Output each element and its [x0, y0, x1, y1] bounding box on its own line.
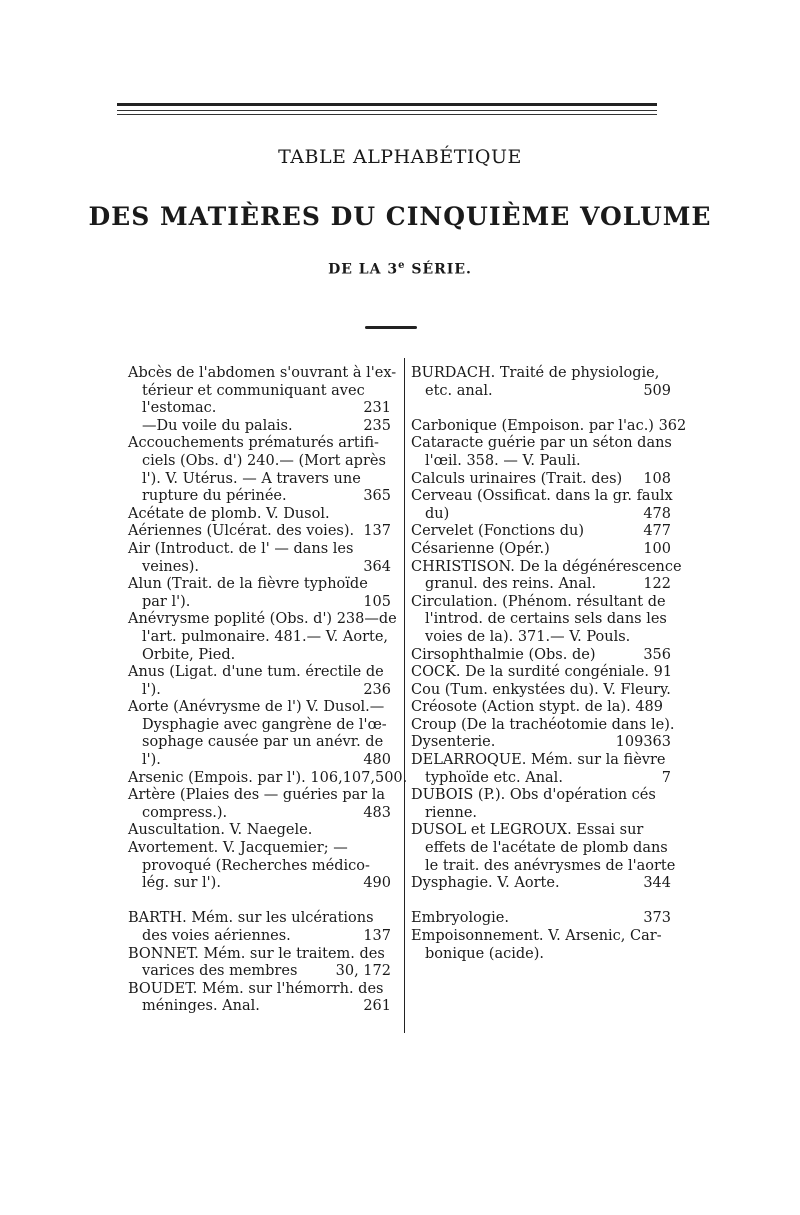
- index-text: Orbite, Pied.: [142, 646, 236, 663]
- index-text: veines).: [142, 558, 200, 575]
- index-text: lég. sur l').: [142, 875, 221, 892]
- index-line: [128, 488, 391, 506]
- index-line: [128, 664, 391, 682]
- page-number: 363: [643, 734, 671, 751]
- index-line: [411, 647, 671, 665]
- index-line: [128, 998, 391, 1016]
- index-text: Acétate de plomb. V. Dusol.: [128, 505, 330, 522]
- index-line: [128, 506, 391, 524]
- index-line: [411, 629, 671, 647]
- entry-spacer: [128, 893, 391, 911]
- index-text: Créosote (Action stypt. de la). 489: [411, 699, 664, 716]
- index-line: [128, 875, 391, 893]
- index-line: [411, 471, 671, 489]
- index-line: [411, 805, 671, 823]
- index-text: Dysenterie.: [411, 734, 496, 751]
- index-text: Embryologie.: [411, 910, 509, 927]
- index-text: Aériennes (Ulcérat. des voies).: [128, 523, 355, 540]
- index-text: Calculs urinaires (Trait. des): [411, 470, 623, 487]
- index-text: par l').: [142, 593, 191, 610]
- index-text: l').: [142, 752, 161, 769]
- index-text: varices des membres: [142, 963, 298, 980]
- index-text: bonique (acide).: [425, 945, 544, 962]
- index-text: Cirsophthalmie (Obs. de): [411, 646, 596, 663]
- index-text: DUBOIS (P.). Obs d'opération cés: [411, 787, 656, 804]
- index-line: [411, 417, 687, 436]
- index-line: [128, 752, 391, 770]
- page-number: 30, 172: [335, 963, 391, 980]
- index-text: Croup (De la trachéotomie dans le).: [411, 716, 675, 733]
- index-line: [411, 453, 671, 471]
- index-text: méninges. Anal.: [142, 998, 260, 1015]
- series-line: DE LA 3e SÉRIE.: [328, 260, 472, 278]
- index-line: [411, 576, 671, 594]
- page-number: 137: [363, 928, 391, 944]
- index-text: Anévrysme poplité (Obs. d') 238—de: [128, 611, 397, 628]
- index-line: [128, 629, 391, 647]
- index-line: [411, 383, 671, 401]
- index-text: Cerveau (Ossificat. dans la gr. faulx: [411, 488, 673, 505]
- index-line: [128, 523, 391, 541]
- index-text: Avortement. V. Jacquemier; —: [128, 840, 348, 857]
- index-text: BONNET. Mém. sur le traitem. des: [128, 945, 385, 962]
- index-line: [128, 717, 391, 735]
- index-line: [411, 699, 671, 717]
- index-text: sophage causée par un anévr. de: [142, 734, 384, 751]
- index-line: [128, 910, 391, 928]
- index-line: [411, 558, 682, 577]
- page-number: 261: [363, 998, 391, 1015]
- index-text: CHRISTISON. De la dégénérescence: [411, 558, 682, 575]
- index-line: [411, 787, 671, 805]
- index-text: Air (Introduct. de l' — dans les: [128, 540, 354, 557]
- index-text: Arsenic (Empois. par l'). 106,107,500.: [128, 769, 408, 786]
- top-rule-thin-2: [117, 114, 657, 115]
- index-text: Carbonique (Empoison. par l'ac.) 362: [411, 417, 687, 434]
- index-line: [128, 769, 408, 788]
- page-number: 236: [363, 681, 391, 698]
- index-line: [411, 734, 671, 752]
- page-number: 483: [363, 804, 391, 821]
- index-text: COCK. De la surdité congéniale. 91: [411, 664, 673, 681]
- index-text: du): [425, 505, 450, 522]
- index-text: le trait. des anévrysmes de l'aorte: [425, 857, 676, 874]
- index-text: typhoïde etc. Anal.: [425, 769, 563, 786]
- entry-spacer: [411, 893, 671, 911]
- index-text: provoqué (Recherches médico-: [142, 857, 370, 874]
- index-line: [411, 365, 671, 383]
- page-number: 7: [661, 769, 671, 786]
- index-line: [411, 611, 671, 629]
- index-line: [128, 946, 391, 964]
- index-text: Artère (Plaies des — guéries par la: [128, 787, 386, 804]
- index-line: [411, 840, 671, 858]
- index-line: [411, 910, 671, 928]
- index-text: BARTH. Mém. sur les ulcérations: [128, 910, 374, 927]
- ornament-dash: [365, 326, 417, 329]
- index-text: Empoisonnement. V. Arsenic, Car-: [411, 928, 662, 944]
- index-line: [128, 576, 391, 594]
- page-number: 364: [363, 558, 391, 575]
- index-text: Auscultation. V. Naegele.: [128, 822, 313, 839]
- index-text: Accouchements prématurés artifi-: [128, 435, 379, 452]
- index-line: [128, 699, 391, 717]
- page-number: 373: [643, 910, 671, 927]
- index-text: effets de l'acétate de plomb dans: [425, 840, 668, 857]
- index-line: [128, 981, 391, 999]
- page-number: 344: [643, 875, 671, 892]
- index-text: Anus (Ligat. d'une tum. érectile de: [128, 664, 384, 681]
- index-text: etc. anal.: [425, 382, 493, 399]
- index-line: [411, 523, 671, 541]
- index-text: rupture du périnée.: [142, 488, 287, 505]
- index-line: [128, 400, 391, 418]
- index-line: [411, 506, 671, 524]
- index-text: Cou (Tum. enkystées du). V. Fleury.: [411, 681, 671, 698]
- top-rule-thick: [117, 103, 657, 106]
- page-number: 231: [363, 400, 391, 417]
- index-text: voies de la). 371.— V. Pouls.: [425, 628, 631, 645]
- index-line: [128, 594, 391, 612]
- column-divider: [404, 358, 405, 1033]
- index-line: [411, 857, 676, 876]
- page-subtitle: DES MATIÈRES DU CINQUIÈME VOLUME: [88, 202, 712, 231]
- index-line: [411, 752, 671, 770]
- page-number: 356: [643, 646, 671, 663]
- index-line: [128, 682, 391, 700]
- index-line: [128, 928, 391, 946]
- index-column-right: [411, 365, 687, 963]
- page-number: 105: [363, 593, 391, 610]
- index-line: [128, 858, 391, 876]
- index-line: [128, 963, 391, 981]
- index-line: [411, 822, 671, 840]
- index-line: [128, 365, 397, 383]
- page-title: TABLE ALPHABÉTIQUE: [278, 146, 522, 168]
- index-text: Dysphagie. V. Aorte.: [411, 875, 560, 892]
- index-text: Dysphagie avec gangrène de l'œ-: [142, 716, 387, 733]
- index-line: [411, 664, 671, 682]
- entry-spacer: [411, 400, 671, 418]
- index-line: [411, 541, 671, 559]
- index-text: BURDACH. Traité de physiologie,: [411, 365, 660, 381]
- index-column-left: [128, 365, 408, 1016]
- index-text: Cervelet (Fonctions du): [411, 523, 585, 540]
- index-line: [128, 805, 391, 823]
- index-line: [411, 928, 671, 946]
- index-text: rienne.: [425, 804, 478, 821]
- index-text: Alun (Trait. de la fièvre typhoïde: [128, 576, 368, 593]
- index-line: [128, 453, 391, 471]
- page-number: 235: [363, 417, 391, 434]
- index-line: [411, 435, 671, 453]
- index-line: [128, 418, 391, 436]
- page-number: 108: [643, 470, 671, 487]
- index-text: compress.).: [142, 804, 228, 821]
- index-line: [411, 716, 675, 735]
- index-line: [128, 734, 391, 752]
- index-text: l'estomac.: [142, 400, 217, 417]
- index-line: [411, 770, 671, 788]
- index-text: Césarienne (Opér.): [411, 540, 550, 557]
- index-text: DUSOL et LEGROUX. Essai sur: [411, 822, 644, 839]
- page-number: 477: [643, 523, 671, 540]
- index-text: ciels (Obs. d') 240.— (Mort après: [142, 452, 386, 469]
- index-line: [128, 611, 397, 629]
- page-number: 100: [643, 540, 671, 557]
- index-text: l'introd. de certains sels dans les: [425, 611, 667, 628]
- index-text: Abcès de l'abdomen s'ouvrant à l'ex-: [128, 365, 397, 381]
- index-line: [411, 488, 671, 506]
- index-text: l'). V. Utérus. — A travers une: [142, 470, 361, 487]
- index-text: l').: [142, 681, 161, 698]
- page-number: 480: [363, 752, 391, 769]
- index-text: Circulation. (Phénom. résultant de: [411, 593, 666, 610]
- page-number: 365: [363, 488, 391, 505]
- index-line: [128, 559, 391, 577]
- index-text: granul. des reins. Anal.: [425, 576, 597, 593]
- index-line: [411, 875, 671, 893]
- index-line: [128, 435, 391, 453]
- index-text: l'œil. 358. — V. Pauli.: [425, 452, 581, 469]
- index-line: [128, 541, 391, 559]
- index-text: térieur et communiquant avec: [142, 382, 365, 399]
- index-line: [411, 682, 671, 700]
- index-text: l'art. pulmonaire. 481.— V. Aorte,: [142, 628, 389, 645]
- index-text: —Du voile du palais.: [142, 417, 293, 434]
- index-line: [128, 471, 391, 489]
- index-line: [128, 840, 391, 858]
- page-number: 478: [643, 505, 671, 522]
- index-text: Cataracte guérie par un séton dans: [411, 435, 672, 452]
- index-line: [128, 822, 391, 840]
- index-line: [128, 647, 391, 665]
- index-text: des voies aériennes.: [142, 928, 291, 944]
- index-text: Aorte (Anévrysme de l') V. Dusol.—: [128, 699, 385, 716]
- page-number: 122: [643, 576, 671, 593]
- index-line: [128, 383, 391, 401]
- page-number: 509: [643, 382, 671, 399]
- page-number: 137: [363, 523, 391, 540]
- index-line: [128, 787, 391, 805]
- page-number: 490: [363, 875, 391, 892]
- index-line: [411, 594, 671, 612]
- page-number: 109: [615, 734, 644, 751]
- top-rule-thin: [117, 110, 657, 111]
- index-text: BOUDET. Mém. sur l'hémorrh. des: [128, 980, 384, 997]
- index-line: [411, 946, 671, 964]
- index-text: DELARROQUE. Mém. sur la fièvre: [411, 752, 666, 769]
